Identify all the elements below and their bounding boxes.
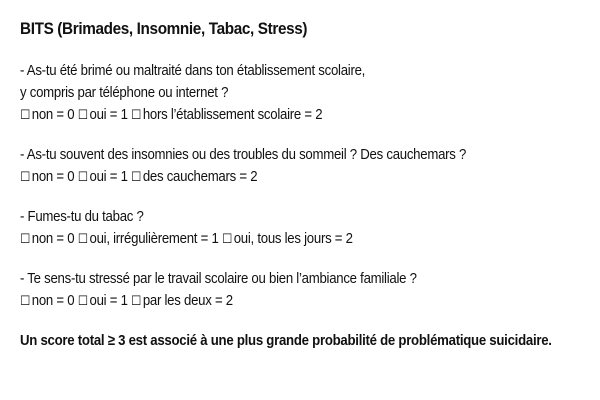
page-title: BITS (Brimades, Insomnie, Tabac, Stress) bbox=[20, 19, 308, 38]
checkbox-icon[interactable]: ☐ bbox=[131, 294, 142, 309]
question-text: - As-tu été brimé ou maltraité dans ton établissement scolaire, bbox=[20, 62, 366, 79]
question-text: - Fumes-tu du tabac ? bbox=[20, 208, 144, 225]
answer-options bbox=[20, 290, 517, 313]
option-label: non = 0 bbox=[31, 292, 75, 309]
option-label: oui = 1 bbox=[89, 106, 128, 123]
checkbox-icon[interactable]: ☐ bbox=[20, 170, 30, 185]
checkbox-icon[interactable]: ☐ bbox=[20, 294, 30, 309]
answer-options bbox=[20, 166, 517, 189]
option-label: oui = 1 bbox=[89, 292, 128, 309]
option-label: oui, tous les jours = 2 bbox=[233, 230, 353, 247]
checkbox-icon[interactable]: ☐ bbox=[131, 108, 142, 123]
question-stress bbox=[20, 268, 585, 313]
question-text: - As-tu souvent des insomnies ou des troubles du sommeil ? Des cauchemars ? bbox=[20, 146, 467, 163]
checkbox-icon[interactable]: ☐ bbox=[131, 170, 142, 185]
checkbox-icon[interactable]: ☐ bbox=[77, 108, 88, 123]
option-label: non = 0 bbox=[31, 106, 75, 123]
question-text: - Te sens-tu stressé par le travail scolaire ou bien l’ambiance familiale ? bbox=[20, 270, 417, 287]
checkbox-icon[interactable]: ☐ bbox=[20, 232, 30, 247]
answer-options bbox=[20, 104, 517, 127]
option-label: hors l’établissement scolaire = 2 bbox=[142, 106, 323, 123]
checkbox-icon[interactable]: ☐ bbox=[20, 108, 30, 123]
option-label: non = 0 bbox=[31, 230, 75, 247]
option-label: par les deux = 2 bbox=[142, 292, 233, 309]
question-bullying bbox=[20, 60, 585, 127]
checkbox-icon[interactable]: ☐ bbox=[77, 232, 88, 247]
answer-options bbox=[20, 228, 517, 251]
checkbox-icon[interactable]: ☐ bbox=[77, 294, 88, 309]
score-note: Un score total ≥ 3 est associé à une plus grande probabilité de problématique suicidaire. bbox=[20, 332, 552, 349]
question-insomnia bbox=[20, 144, 585, 189]
option-label: non = 0 bbox=[31, 168, 75, 185]
option-label: oui = 1 bbox=[89, 168, 128, 185]
checkbox-icon[interactable]: ☐ bbox=[77, 170, 88, 185]
document-page bbox=[20, 18, 585, 352]
option-label: oui, irrégulièrement = 1 bbox=[89, 230, 219, 247]
checkbox-icon[interactable]: ☐ bbox=[221, 232, 232, 247]
option-label: des cauchemars = 2 bbox=[142, 168, 258, 185]
question-tobacco bbox=[20, 206, 585, 251]
question-text: y compris par téléphone ou internet ? bbox=[20, 84, 229, 101]
